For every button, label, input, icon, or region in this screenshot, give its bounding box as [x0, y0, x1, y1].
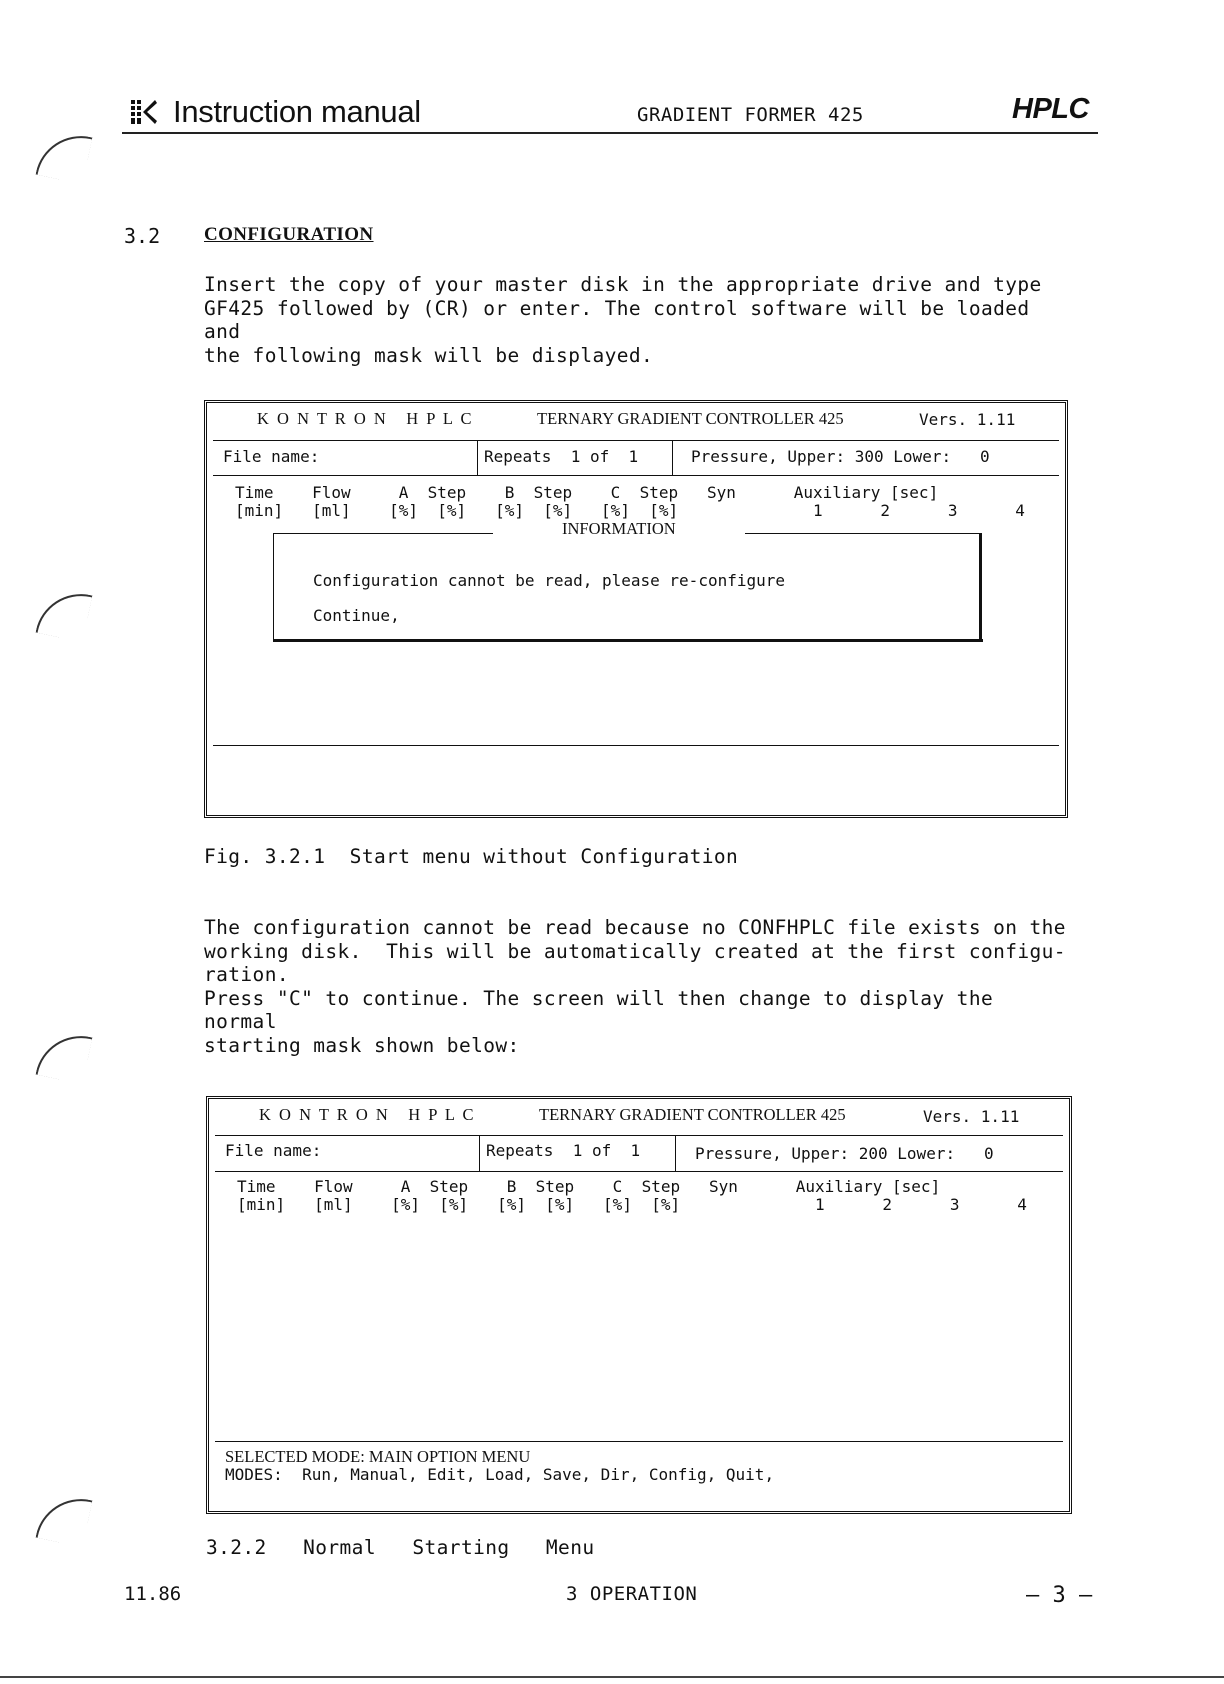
screen-brand: K O N T R O N H P L C: [259, 1105, 476, 1124]
bottom-scan-edge: [0, 1676, 1224, 1678]
figure-caption-2: 3.2.2 Normal Starting Menu: [206, 1536, 595, 1559]
product-name: GRADIENT FORMER 425: [637, 104, 864, 126]
footer-chapter: 3 OPERATION: [566, 1583, 698, 1605]
column-headers: Time Flow A Step B Step C Step Syn Auxiliary [sec]: [237, 1177, 941, 1196]
selected-mode: SELECTED MODE: MAIN OPTION MENU: [225, 1447, 531, 1466]
kontron-logo-icon: [130, 98, 158, 126]
margin-mark: [36, 586, 93, 643]
margin-mark: [36, 128, 93, 185]
figure-caption-1: Fig. 3.2.1 Start menu without Configuration: [204, 845, 739, 868]
screen-title: TERNARY GRADIENT CONTROLLER 425: [537, 409, 844, 428]
pressure-field: Pressure, Upper: 200 Lower: 0: [695, 1144, 994, 1163]
information-title: INFORMATION: [562, 519, 676, 538]
repeats-field: Repeats 1 of 1: [486, 1141, 641, 1160]
file-name-label: File name:: [225, 1141, 322, 1160]
screen-title: TERNARY GRADIENT CONTROLLER 425: [539, 1105, 846, 1124]
column-headers: Time Flow A Step B Step C Step Syn Auxiliary [sec]: [235, 483, 939, 502]
continue-prompt[interactable]: Continue,: [313, 606, 400, 625]
header-rule: [122, 132, 1098, 134]
repeats-field: Repeats 1 of 1: [484, 447, 639, 466]
footer-date: 11.86: [124, 1583, 182, 1605]
column-units: [min] [ml] [%] [%] [%] [%] [%] [%] 1 2 3 4: [237, 1195, 1027, 1214]
column-units: [min] [ml] [%] [%] [%] [%] [%] [%] 1 2 3 4: [235, 501, 1025, 520]
section-number: 3.2: [124, 224, 161, 248]
modes-menu[interactable]: MODES: Run, Manual, Edit, Load, Save, Dir, Config, Quit,: [225, 1465, 775, 1484]
file-name-label: File name:: [223, 447, 320, 466]
explanation-paragraph: The configuration cannot be read because no CONFHPLC file exists on the working disk. This will be automatically created at the first configu- ration. Press "C" to continue. The screen will then change to display the normal starting mask shown below:: [204, 916, 1066, 1057]
screen-normal-start: [206, 1096, 1072, 1514]
version-label: Vers. 1.11: [923, 1107, 1020, 1126]
info-message: Configuration cannot be read, please re-configure: [313, 571, 786, 590]
screen-brand: K O N T R O N H P L C: [257, 409, 474, 428]
intro-paragraph: Insert the copy of your master disk in the appropriate drive and type GF425 followed by (CR) or enter. The control software will be loaded and the following mask will be displayed.: [204, 273, 1042, 367]
screen-start-without-config: [204, 400, 1068, 818]
section-title: CONFIGURATION: [204, 224, 374, 245]
manual-title: Instruction manual: [173, 94, 421, 129]
margin-mark: [36, 1491, 93, 1548]
version-label: Vers. 1.11: [919, 410, 1016, 429]
hplc-label: HPLC: [1012, 93, 1089, 125]
page-number: – 3 –: [1026, 1583, 1093, 1608]
pressure-field: Pressure, Upper: 300 Lower: 0: [691, 447, 990, 466]
margin-mark: [36, 1028, 93, 1085]
